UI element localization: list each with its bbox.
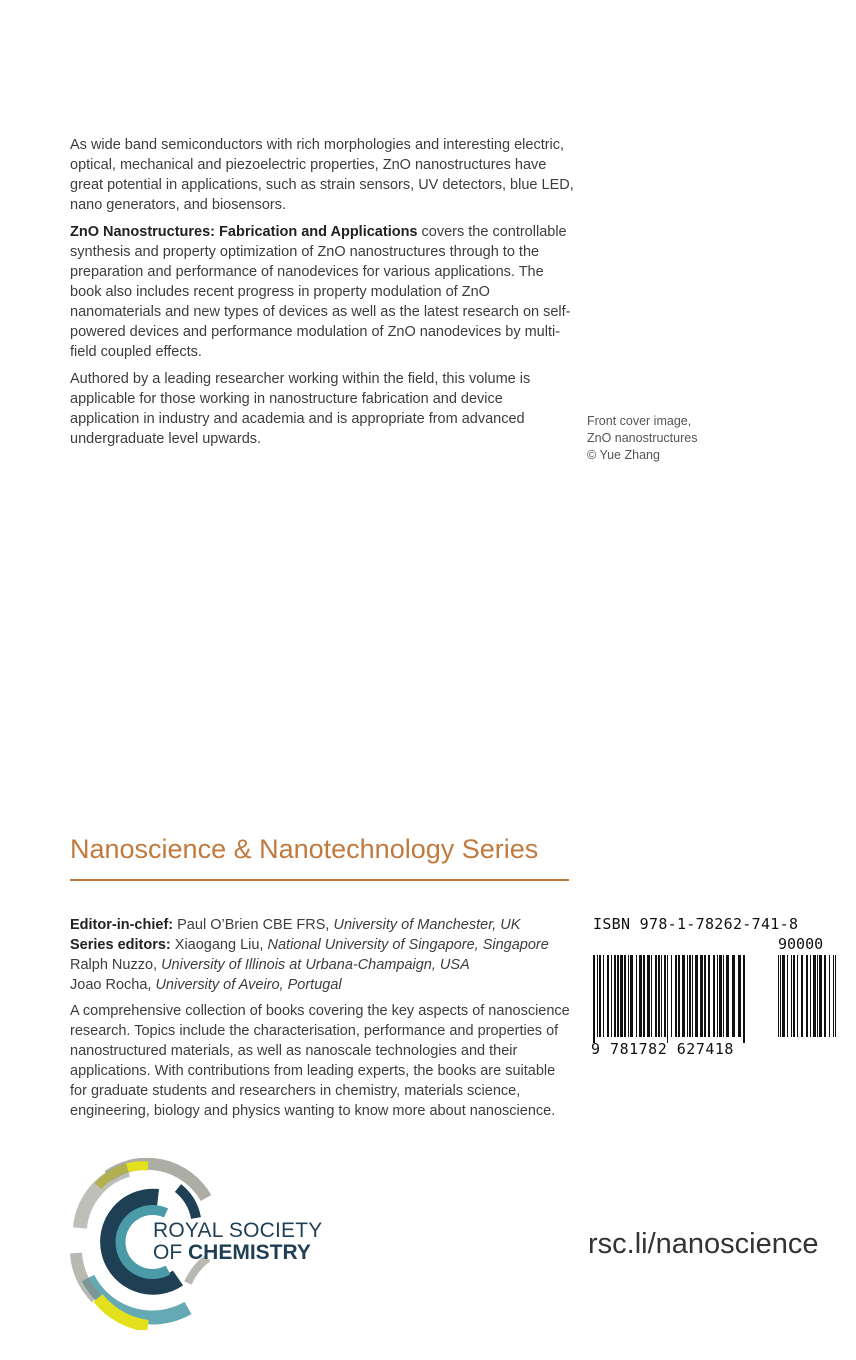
- credit-line-3: © Yue Zhang: [587, 448, 660, 462]
- series-editor-1-name: Xiaogang Liu,: [170, 937, 268, 953]
- series-title: Nanoscience & Nanotechnology Series: [70, 834, 539, 864]
- credit-line-2: ZnO nanostructures: [587, 431, 698, 445]
- publisher-wordmark: [153, 1220, 322, 1264]
- publisher-chemistry: CHEMISTRY: [188, 1241, 311, 1264]
- series-editor-1-affiliation: National University of Singapore, Singapore: [267, 937, 549, 953]
- website-link[interactable]: rsc.li/nanoscience: [588, 1228, 819, 1260]
- book-title: ZnO Nanostructures: Fabrication and Applications: [70, 224, 418, 240]
- book-blurb: [70, 135, 575, 456]
- blurb-paragraph-1: As wide band semiconductors with rich morphologies and interesting electric, optical, mechanical and piezoelectric properties, ZnO nanostructures have great potential in applications, such as strain sensors, UV detectors, blue LED, nano generators, and biosensors.: [70, 137, 574, 213]
- series-editors: [70, 915, 549, 995]
- series-divider: [70, 879, 569, 881]
- credit-line-1: Front cover image,: [587, 414, 692, 428]
- blurb-paragraph-2: [70, 222, 575, 362]
- publisher-line-2: [153, 1242, 322, 1264]
- series-editor-2-name: Ralph Nuzzo,: [70, 957, 162, 973]
- cover-image-credit: [587, 413, 697, 464]
- price-addon-digits: 90000: [778, 935, 824, 953]
- publisher-of: OF: [153, 1241, 188, 1264]
- isbn-text: ISBN 978-1-78262-741-8: [593, 915, 799, 933]
- barcode-digits: 9 781782 627418: [591, 1040, 734, 1058]
- series-editor-3-name: Joao Rocha,: [70, 977, 156, 993]
- editor-in-chief-line: [70, 915, 549, 935]
- series-editor-line-3: [70, 975, 549, 995]
- series-editor-2-affiliation: University of Illinois at Urbana-Champaign, USA: [161, 957, 470, 973]
- publisher-line-1: ROYAL SOCIETY: [153, 1219, 323, 1242]
- barcode: [593, 955, 838, 1043]
- series-description: A comprehensive collection of books covering the key aspects of nanoscience research. Topics include the characterisation, performance and properties of nanostructured materials, as well as nanoscale technologies and their applications. With contributions from leading experts, the books are suitable for graduate students and researchers in chemistry, materials science, engineering, biology and physics wanting to know more about nanoscience.: [70, 1003, 570, 1119]
- series-editor-3-affiliation: University of Aveiro, Portugal: [155, 977, 342, 993]
- series-editor-line-2: [70, 955, 549, 975]
- blurb-paragraph-2-text: covers the controllable synthesis and property optimization of ZnO nanostructures through to the preparation and performance of nanodevices for various applications. The book also includes recent progress in property modulation of ZnO nanomaterials and new types of devices as well as the latest research on self-powered devices and performance modulation of ZnO nanodevices by multi-field coupled effects.: [70, 224, 571, 360]
- series-editor-line-1: [70, 935, 549, 955]
- series-editors-label: Series editors:: [70, 937, 171, 953]
- editor-in-chief-affiliation: University of Manchester, UK: [333, 917, 521, 933]
- editor-in-chief-label: Editor-in-chief:: [70, 917, 174, 933]
- blurb-paragraph-3: Authored by a leading researcher working within the field, this volume is applicable for those working in nanostructure fabrication and device application in industry and academia and is appropriate from advanced undergraduate level upwards.: [70, 371, 531, 447]
- editor-in-chief-name: Paul O’Brien CBE FRS,: [173, 917, 334, 933]
